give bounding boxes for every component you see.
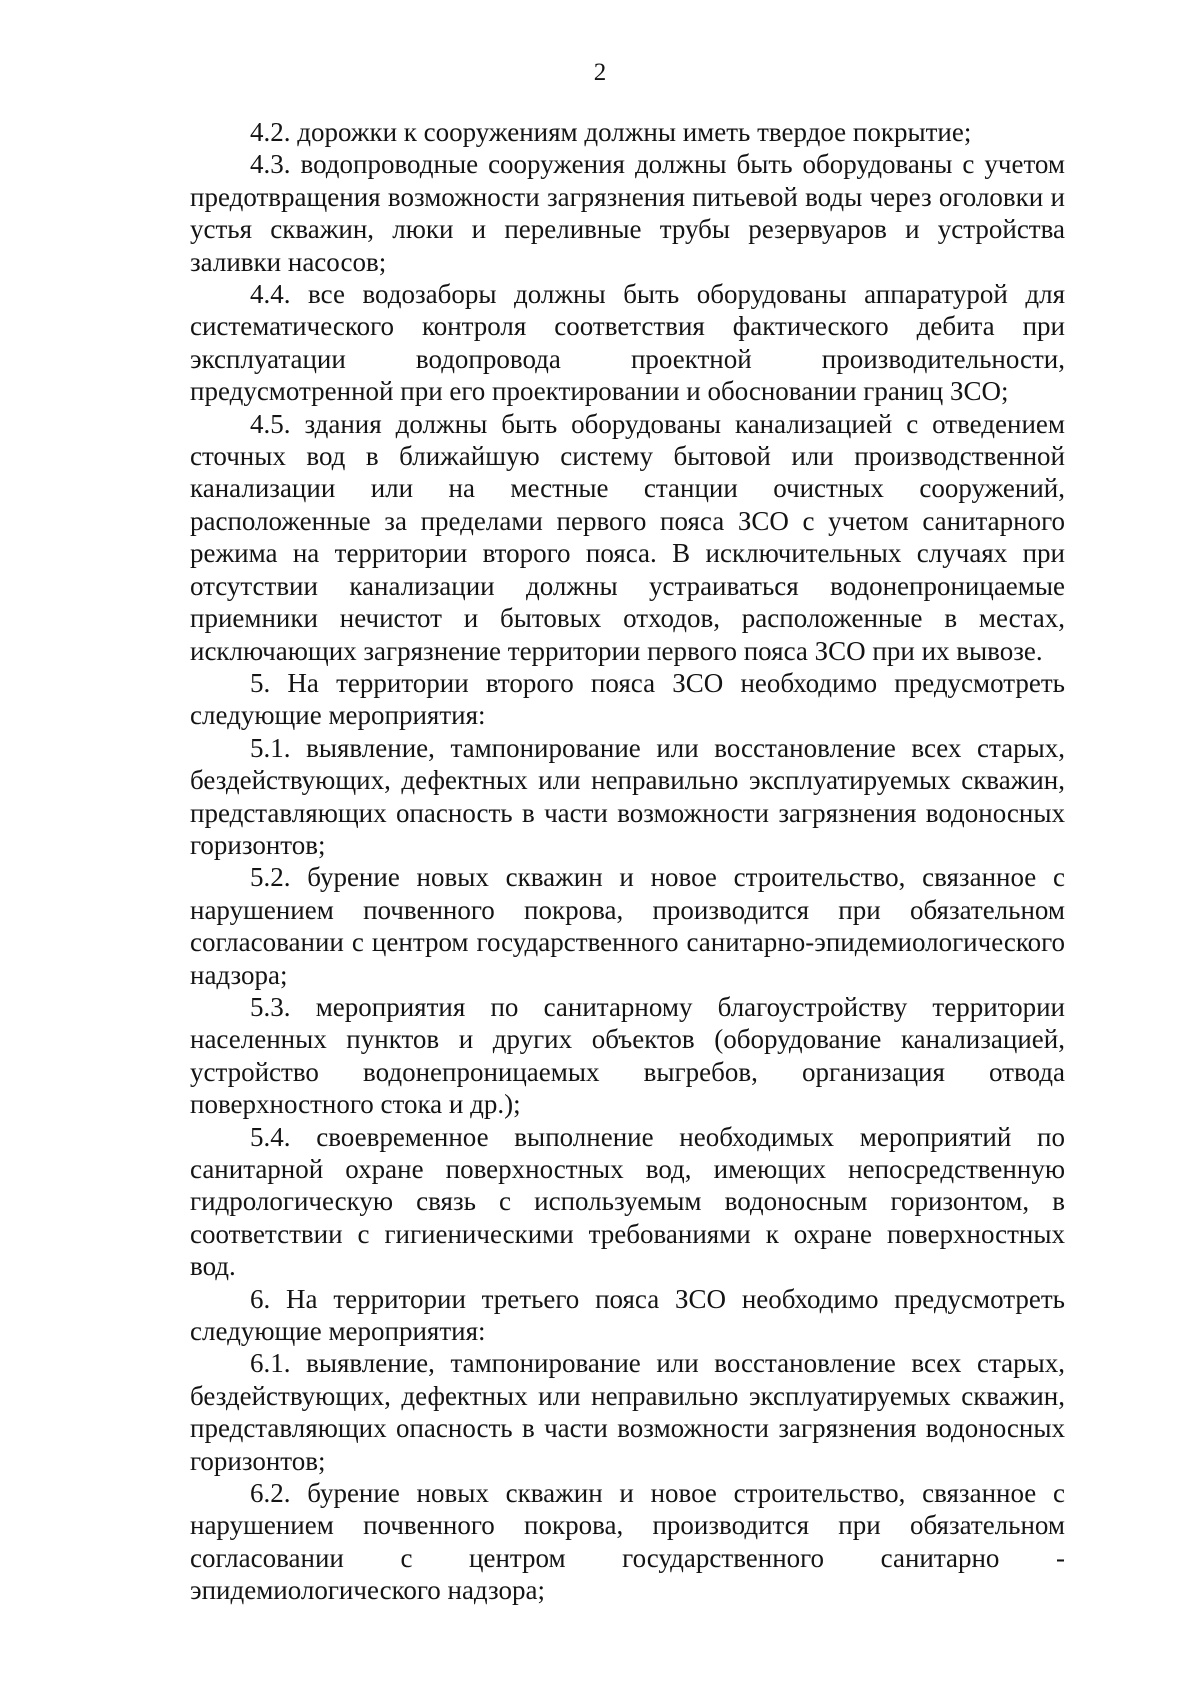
paragraph-5: 5. На территории второго пояса ЗСО необходимо предусмотреть следующие мероприятия: — [190, 667, 1065, 731]
page-number: 2 — [593, 59, 607, 86]
paragraph-5-4: 5.4. своевременное выполнение необходимых мероприятий по санитарной охране поверхностных вод, имеющих непосредственную гидрологическую связь с используемым водоносным горизонтом, в соответствии с гигиеническими требованиями к охране поверхностных вод. — [190, 1121, 1065, 1282]
paragraph-4-5: 4.5. здания должны быть оборудованы канализацией с отведением сточных вод в ближайшую систему бытовой или производственной канализации или на местные станции очистных сооружений, расположенные за пределами первого пояса ЗСО с учетом санитарного режима на территории второго пояса. В исключительных случаях при отсутствии канализации должны устраиваться водонепроницаемые приемники нечистот и бытовых отходов, расположенные в местах, исключающих загрязнение территории первого пояса ЗСО при их вывозе. — [190, 408, 1065, 666]
paragraph-4-3: 4.3. водопроводные сооружения должны быть оборудованы с учетом предотвращения возможности загрязнения питьевой воды через оголовки и устья скважин, люки и переливные трубы резервуаров и устройства заливки насосов; — [190, 149, 1065, 277]
paragraph-6-1: 6.1. выявление, тампонирование или восстановление всех старых, бездействующих, дефектных или неправильно эксплуатируемых скважин, представляющих опасность в части возможности загрязнения водоносных горизонтов; — [190, 1348, 1065, 1476]
document-body — [190, 116, 1065, 1607]
paragraph-6: 6. На территории третьего пояса ЗСО необходимо предусмотреть следующие мероприятия: — [190, 1283, 1065, 1347]
paragraph-4-2: 4.2. дорожки к сооружениям должны иметь твердое покрытие; — [250, 117, 972, 147]
paragraph-5-3: 5.3. мероприятия по санитарному благоустройству территории населенных пунктов и других объектов (оборудование канализацией, устройство водонепроницаемых выгребов, организация отвода поверхностного стока и др.); — [190, 991, 1065, 1120]
paragraph-5-1: 5.1. выявление, тампонирование или восстановление всех старых, бездействующих, дефектных или неправильно эксплуатируемых скважин, представляющих опасность в части возможности загрязнения водоносных горизонтов; — [190, 732, 1065, 860]
paragraph-6-2: 6.2. бурение новых скважин и новое строительство, связанное с нарушением почвенного покрова, производится при обязательном согласовании с центром государственного санитарно - эпидемиологического надзора; — [190, 1478, 1065, 1606]
paragraph-4-4: 4.4. все водозаборы должны быть оборудованы аппаратурой для систематического контроля соответствия фактического дебита при эксплуатации водопровода проектной производительности, предусмотренной при его проектировании и обосновании границ ЗСО; — [190, 279, 1065, 407]
paragraph-5-2: 5.2. бурение новых скважин и новое строительство, связанное с нарушением почвенного покрова, производится при обязательном согласовании с центром государственного санитарно-эпидемиологического надзора; — [190, 862, 1065, 990]
